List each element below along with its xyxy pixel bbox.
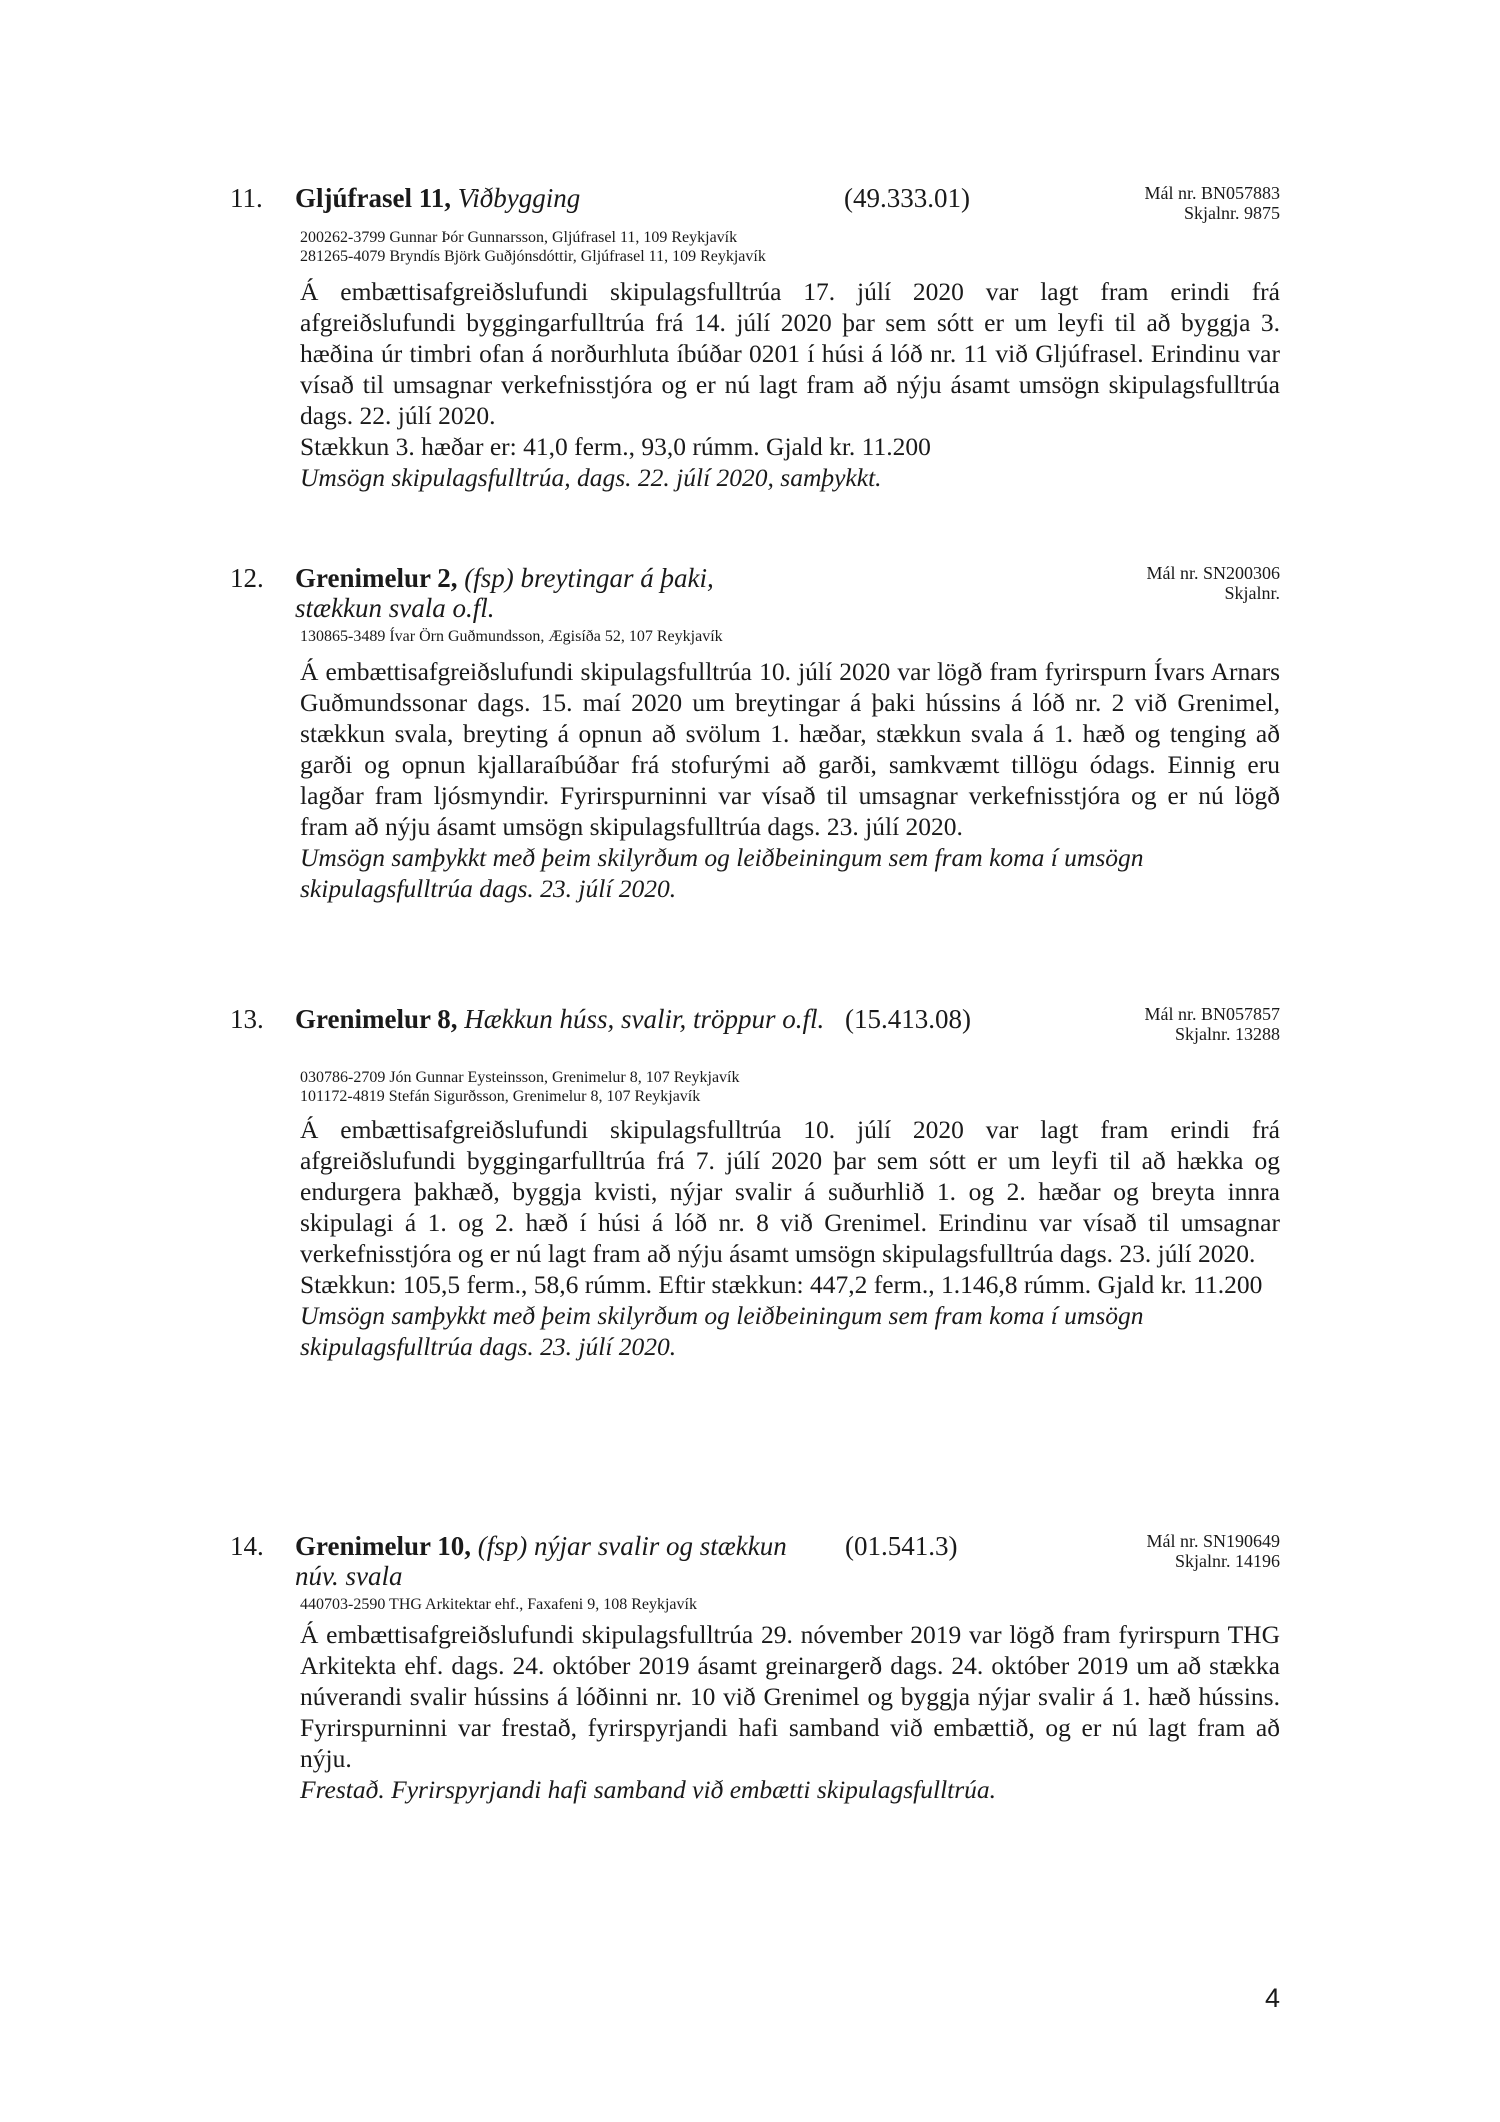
item-resolution: Umsögn samþykkt með þeim skilyrðum og leiðbeiningum sem fram koma í umsögn skipulagsfulltrúa dags. 23. júlí 2020. [300, 843, 1144, 903]
item-resolution: Umsögn samþykkt með þeim skilyrðum og leiðbeiningum sem fram koma í umsögn skipulagsfulltrúa dags. 23. júlí 2020. [300, 1301, 1144, 1361]
applicant: 030786-2709 Jón Gunnar Eysteinsson, Grenimelur 8, 107 Reykjavík [300, 1069, 740, 1086]
item-address: Grenimelur 8, [295, 1004, 458, 1034]
case-number: Mál nr. BN057857 [1144, 1004, 1280, 1024]
case-reference [1146, 563, 1280, 603]
item-address: Grenimelur 2, [295, 563, 458, 593]
case-reference [1144, 183, 1280, 223]
applicant-list [300, 1595, 697, 1614]
document-number: Skjalnr. 13288 [1174, 1024, 1280, 1044]
lot-id: (49.333.01) [844, 183, 970, 213]
document-number: Skjalnr. 9875 [1183, 203, 1280, 223]
applicant: 101172-4819 Stefán Sigurðsson, Grenimelur 8, 107 Reykjavík [300, 1088, 701, 1105]
item-address: Grenimelur 10, [295, 1531, 471, 1561]
case-reference [1146, 1531, 1280, 1571]
item-paragraph: Á embættisafgreiðslufundi skipulagsfulltrúa 17. júlí 2020 var lagt fram erindi frá afgreiðslufundi byggingarfulltrúa frá 14. júlí 2020 þar sem sótt er um leyfi til að byggja 3. hæðina úr timbri ofan á norðurhluta íbúðar 0201 í húsi á lóð nr. 11 við Gljúfrasel. Erindinu var vísað til umsagnar verkefnisstjóra og er nú lagt fram að nýju ásamt umsögn skipulagsfulltrúa dags. 22. júlí 2020. [300, 277, 1280, 430]
item-body [300, 656, 1280, 904]
item-title [295, 1004, 835, 1034]
item-number: 13. [230, 1004, 264, 1034]
item-body [300, 1619, 1280, 1805]
item-number: 14. [230, 1531, 264, 1561]
item-subject: (fsp) nýjar svalir og stækkun núv. svala [295, 1531, 787, 1591]
item-title [295, 563, 735, 623]
applicant: 130865-3489 Ívar Örn Guðmundsson, Ægisíða 52, 107 Reykjavík [300, 628, 723, 645]
page-number: 4 [1265, 1983, 1281, 2013]
document-number: Skjalnr. [1224, 583, 1280, 603]
applicant: 440703-2590 THG Arkitektar ehf., Faxafeni 9, 108 Reykjavík [300, 1596, 697, 1613]
case-number: Mál nr. SN190649 [1146, 1531, 1280, 1551]
document-number: Skjalnr. 14196 [1174, 1551, 1280, 1571]
case-number: Mál nr. SN200306 [1146, 563, 1280, 583]
item-subject: (fsp) breytingar á þaki, stækkun svala o.fl. [295, 563, 714, 623]
item-body [300, 276, 1280, 493]
lot-id: (01.541.3) [845, 1531, 958, 1561]
item-body [300, 1114, 1280, 1362]
applicant-list [300, 1068, 740, 1106]
applicant-list [300, 627, 723, 646]
applicant: 200262-3799 Gunnar Þór Gunnarsson, Gljúfrasel 11, 109 Reykjavík [300, 229, 738, 246]
item-subject: Viðbygging [457, 183, 581, 213]
item-number: 12. [230, 563, 264, 593]
applicant-list [300, 228, 766, 266]
item-paragraph: Á embættisafgreiðslufundi skipulagsfulltrúa 29. nóvember 2019 var lögð fram fyrirspurn THG Arkitekta ehf. dags. 24. október 2019 ásamt greinargerð dags. 24. október 2019 um að stækka núverandi svalir hússins á lóðinni nr. 10 við Grenimel og byggja nýjar svalir á 1. hæð hússins. Fyrirspurninni var frestað, fyrirspyrjandi hafi samband við embættið, og er nú lagt fram að nýju. [300, 1620, 1280, 1773]
item-number: 11. [230, 183, 263, 213]
item-paragraph: Stækkun: 105,5 ferm., 58,6 rúmm. Eftir stækkun: 447,2 ferm., 1.146,8 rúmm. Gjald kr. 11.200 [300, 1270, 1263, 1299]
applicant: 281265-4079 Bryndís Björk Guðjónsdóttir, Gljúfrasel 11, 109 Reykjavík [300, 248, 766, 265]
item-paragraph: Á embættisafgreiðslufundi skipulagsfulltrúa 10. júlí 2020 var lagt fram erindi frá afgreiðslufundi byggingarfulltrúa frá 7. júlí 2020 þar sem sótt er um leyfi til að hækka og endurgera þakhæð, byggja kvisti, nýjar svalir á suðurhlið 1. og 2. hæðar og breyta innra skipulagi á 1. og 2. hæð í húsi á lóð nr. 8 við Grenimel. Erindinu var vísað til umsagnar verkefnisstjóra og er nú lagt fram að nýju ásamt umsögn skipulagsfulltrúa dags. 23. júlí 2020. [300, 1115, 1280, 1268]
case-number: Mál nr. BN057883 [1144, 183, 1280, 203]
item-subject: Hækkun húss, svalir, tröppur o.fl. [464, 1004, 825, 1034]
item-address: Gljúfrasel 11, [295, 183, 451, 213]
item-resolution: Frestað. Fyrirspyrjandi hafi samband við embætti skipulagsfulltrúa. [300, 1775, 997, 1804]
item-resolution: Umsögn skipulagsfulltrúa, dags. 22. júlí 2020, samþykkt. [300, 463, 882, 492]
item-paragraph: Á embættisafgreiðslufundi skipulagsfulltrúa 10. júlí 2020 var lögð fram fyrirspurn Ívars Arnars Guðmundssonar dags. 15. maí 2020 um breytingar á þaki hússins á lóð nr. 2 við Grenimel, stækkun svala, breyting á opnun að svölum 1. hæðar, stækkun svala á 1. hæð og tenging að garði og opnun kjallaraíbúðar frá stofurými að garði, samkvæmt tillögu ódags. Einnig eru lagðar fram ljósmyndir. Fyrirspurninni var vísað til umsagnar verkefnisstjóra og er nú lögð fram að nýju ásamt umsögn skipulagsfulltrúa dags. 23. júlí 2020. [300, 657, 1280, 841]
item-paragraph: Stækkun 3. hæðar er: 41,0 ferm., 93,0 rúmm. Gjald kr. 11.200 [300, 432, 931, 461]
item-title [295, 183, 815, 213]
item-title [295, 1531, 835, 1591]
case-reference [1144, 1004, 1280, 1044]
lot-id: (15.413.08) [845, 1004, 971, 1034]
